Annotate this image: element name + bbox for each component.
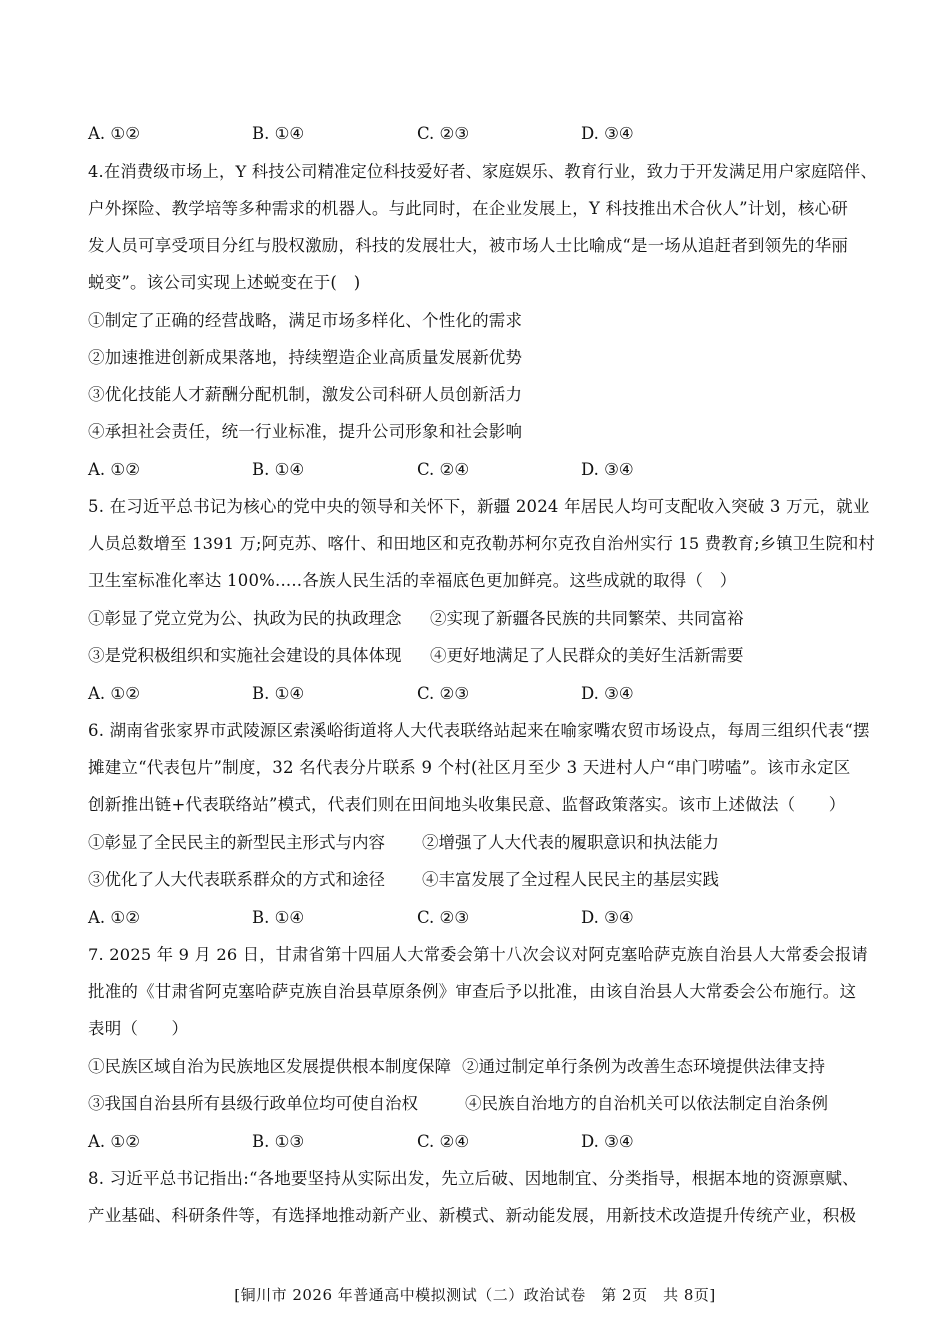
q4-stem-line: 户外探险、教学培等多种需求的机器人。与此同时，在企业发展上，Y 科技推出术合伙人”计划，核心研 (88, 199, 848, 218)
q5-stem-line: 5. 在习近平总书记为核心的党中央的领导和关怀下，新疆 2024 年居民人均可支配收入突破 3 万元，就业 (88, 497, 870, 516)
page-footer: [铜川市 2026 年普通高中模拟测试（二）政治试卷 第 2页 共 8页] (234, 1286, 716, 1304)
q5-item-3: ③是党积极组织和实施社会建设的具体体现 (88, 646, 402, 665)
q4-item-4: ④承担社会责任，统一行业标准，提升公司形象和社会影响 (88, 422, 523, 441)
option-b: B. ①③ (252, 1132, 305, 1151)
q5-item-1: ①彰显了党立党为公、执政为民的执政理念 (88, 609, 402, 628)
option-d: D. ③④ (581, 1132, 634, 1151)
q5-options (88, 683, 878, 705)
option-a: A. ①② (88, 124, 140, 143)
q5-items-row (88, 608, 878, 630)
q5-stem-line: 卫生室标准化率达 100%.....各族人民生活的幸福底色更加鲜亮。这些成就的取得（ ） (88, 571, 737, 590)
q7-stem-line: 批准的《甘肃省阿克塞哈萨克族自治县草原条例》审查后予以批准，由该自治县人大常委会公布施行。这 (88, 982, 857, 1001)
option-a: A. ①② (88, 684, 140, 703)
option-c: C. ②③ (417, 684, 470, 703)
q7-items-row (88, 1093, 878, 1115)
option-a: A. ①② (88, 460, 140, 479)
option-b: B. ①④ (252, 124, 305, 143)
q7-options (88, 1131, 878, 1153)
q6-item-4: ④丰富发展了全过程人民民主的基层实践 (422, 870, 719, 889)
q6-options (88, 907, 878, 929)
q5-item-4: ④更好地满足了人民群众的美好生活新需要 (430, 646, 744, 665)
q6-stem-line: 创新推出链+代表联络站”模式，代表们则在田间地头收集民意、监督政策落实。该市上述做法（ ） (88, 795, 846, 814)
q5-item-2: ②实现了新疆各民族的共同繁荣、共同富裕 (430, 609, 744, 628)
q7-item-1: ①民族区域自治为民族地区发展提供根本制度保障 (88, 1057, 451, 1076)
q7-stem-line: 7. 2025 年 9 月 26 日，甘肃省第十四届人大常委会第十八次会议对阿克塞哈萨克族自治县人大常委会报请 (88, 945, 868, 964)
option-b: B. ①④ (252, 684, 305, 703)
option-d: D. ③④ (581, 684, 634, 703)
option-a: A. ①② (88, 1132, 140, 1151)
option-c: C. ②③ (417, 908, 470, 927)
q4-options (88, 459, 878, 481)
q6-item-1: ①彰显了全民民主的新型民主形式与内容 (88, 833, 385, 852)
option-b: B. ①④ (252, 460, 305, 479)
q6-item-3: ③优化了人大代表联系群众的方式和途径 (88, 870, 385, 889)
q8-stem-line: 产业基础、科研条件等，有选择地推动新产业、新模式、新动能发展，用新技术改造提升传统产业，积极 (88, 1206, 857, 1225)
q4-stem-line: 4.在消费级市场上，Y 科技公司精准定位科技爱好者、家庭娱乐、教育行业，致力于开发满足用户家庭陪伴、 (88, 162, 877, 181)
q4-item-3: ③优化技能人才薪酬分配机制，激发公司科研人员创新活力 (88, 385, 523, 404)
q6-items-row (88, 869, 878, 891)
q6-stem-line: 6. 湖南省张家界市武陵源区索溪峪街道将人大代表联络站起来在喻家嘴农贸市场设点，每周三组织代表“摆 (88, 721, 870, 740)
option-d: D. ③④ (581, 460, 634, 479)
option-d: D. ③④ (581, 124, 634, 143)
option-d: D. ③④ (581, 908, 634, 927)
q4-item-2: ②加速推进创新成果落地，持续塑造企业高质量发展新优势 (88, 348, 523, 367)
q4-stem-line: 蜕变”。该公司实现上述蜕变在于( ) (88, 273, 361, 292)
q6-stem-line: 摊建立“代表包片”制度，32 名代表分片联系 9 个村(社区月至少 3 天进村人户“串门唠嗑”。该市永定区 (88, 758, 851, 777)
option-a: A. ①② (88, 908, 140, 927)
q6-item-2: ②增强了人大代表的履职意识和执法能力 (422, 833, 719, 852)
q6-items-row (88, 832, 878, 854)
q7-item-4: ④民族自治地方的自治机关可以依法制定自治条例 (465, 1094, 828, 1113)
q4-item-1: ①制定了正确的经营战略，满足市场多样化、个性化的需求 (88, 311, 523, 330)
option-c: C. ②④ (417, 460, 470, 479)
option-c: C. ②③ (417, 124, 470, 143)
q8-stem-line: 8. 习近平总书记指出:“各地要坚持从实际出发，先立后破、因地制宜、分类指导，根据本地的资源禀赋、 (88, 1169, 859, 1188)
q7-item-3: ③我国自治县所有县级行政单位均可使自治权 (88, 1094, 418, 1113)
q7-items-row (88, 1056, 878, 1078)
q5-items-row (88, 645, 878, 667)
q4-stem-line: 发人员可享受项目分红与股权激励，科技的发展壮大，被市场人士比喻成“是一场从追赶者到领先的华丽 (88, 236, 849, 255)
option-b: B. ①④ (252, 908, 305, 927)
option-c: C. ②④ (417, 1132, 470, 1151)
q7-stem-line: 表明（ ） (88, 1019, 189, 1038)
q3-options (88, 123, 878, 145)
q5-stem-line: 人员总数增至 1391 万;阿克苏、喀什、和田地区和克孜勒苏柯尔克孜自治州实行 15 费教育;乡镇卫生院和村 (88, 534, 875, 553)
q7-item-2: ②通过制定单行条例为改善生态环境提供法律支持 (462, 1057, 825, 1076)
